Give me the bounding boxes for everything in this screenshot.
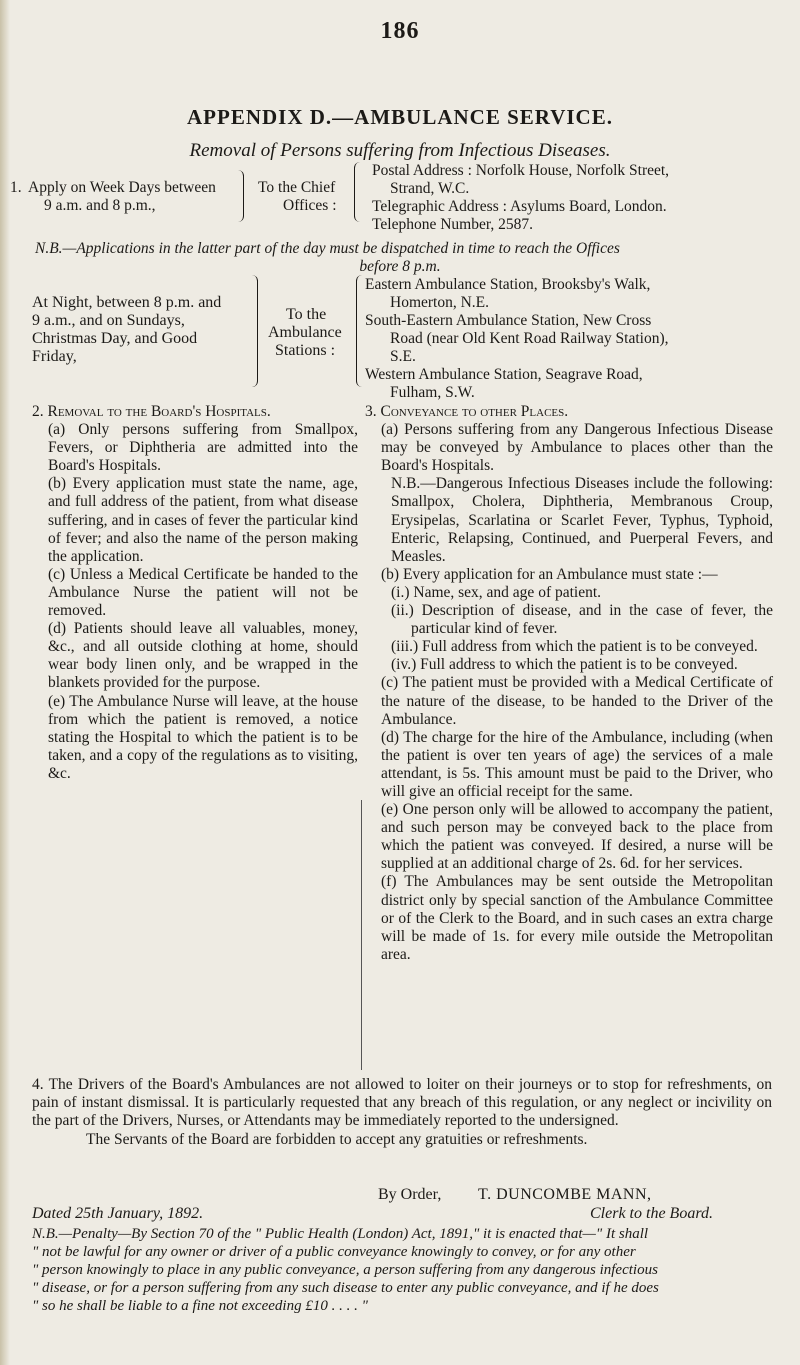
western-station-cont: Fulham, S.W. [390, 384, 475, 401]
section3-item-c: (c) The patient must be provided with a Medical Certificate of the nature of the disease, to be handed to the Driver of the Ambulance. [381, 674, 773, 728]
section3-nb: N.B.—Dangerous Infectious Diseases include the following: Smallpox, Cholera, Diphtheria, Membranous Croup, Erysipelas, Scarlatina or Scarlet Fever, Typhus, Typhoid, Enteric, Relapsing, Continued, and Puerperal Fevers, and Measles. [391, 475, 773, 565]
nb-applications-line1: N.B.—Applications in the latter part of the day must be dispatched in time to reach the Offices [35, 240, 620, 257]
night-to-the: To the [286, 306, 327, 323]
section1-number: 1. [10, 179, 22, 196]
section1-to-chief: To the Chief [258, 179, 336, 196]
section3-item-a: (a) Persons suffering from any Dangerous Infectious Disease may be conveyed by Ambulance to places other than the Board's Hospitals. [381, 421, 773, 475]
section2-item-e: (e) The Ambulance Nurse will leave, at the house from which the patient is removed, a notice stating the Hospital to which the patient is to be taken, and a copy of the regulations as to visiting, &c. [48, 692, 358, 782]
section2-item-d: (d) Patients should leave all valuables, money, &c., and all outside clothing at home, should wear body linen only, and be wrapped in the blankets provided for the purpose. [48, 620, 358, 692]
night-line2: 9 a.m., and on Sundays, [32, 312, 185, 329]
western-station: Western Ambulance Station, Seagrave Road, [365, 366, 643, 383]
section3-item-b: (b) Every application for an Ambulance must state :— [381, 565, 718, 583]
section2-item-a: (a) Only persons suffering from Smallpox, Fevers, or Diphtheria are admitted into the Board's Hospitals. [48, 421, 358, 475]
section4-text: 4. The Drivers of the Board's Ambulances are not allowed to loiter on their journeys or to stop for refreshments, on pain of instant dismissal. It is particularly requested that any breach of this regulation, or any neglect or incivility on the part of the Drivers, Nurses, or Attendants may be immediately reported to the undersigned. [32, 1076, 772, 1130]
south-eastern-station-cont2: S.E. [390, 348, 416, 365]
section3-item-f: (f) The Ambulances may be sent outside the Metropolitan district only by special sanction of the Ambulance Committee or of the Clerk to the Board, and in such cases an extra charge will be made of 1s. for every mile outside the Metropolitan area. [381, 873, 773, 963]
section1-offices: Offices : [283, 197, 337, 214]
brace-right-2 [356, 275, 362, 387]
section2-item-b: (b) Every application must state the name, age, and full address of the patient, from what disease suffering, and in cases of fever the particular kind of fever; and also the name of the person making the application. [48, 475, 358, 565]
brace-right-1 [354, 162, 360, 222]
section3-item-b-i: (i.) Name, sex, and age of patient. [391, 583, 602, 601]
page-number: 186 [380, 18, 420, 44]
night-ambulance: Ambulance [268, 324, 342, 341]
telegraphic-address: Telegraphic Address : Asylums Board, London. [372, 198, 667, 215]
section2-column [32, 403, 358, 783]
brace-left-2 [252, 275, 258, 387]
night-stations: Stations : [275, 342, 336, 359]
eastern-station-cont: Homerton, N.E. [390, 294, 490, 311]
section3-item-b-iii: (iii.) Full address from which the patient is to be conveyed. [391, 638, 758, 656]
south-eastern-station: South-Eastern Ambulance Station, New Cross [365, 312, 652, 329]
penalty-line5: " so he shall be liable to a fine not exceeding £10 . . . . " [32, 1298, 368, 1314]
signatory-name: T. DUNCOMBE MANN, [478, 1186, 652, 1203]
section3-item-d: (d) The charge for the hire of the Ambulance, including (when the patient is over ten years of age) the services of a male attendant, is 5s. This amount must be paid to the Driver, who will give an official receipt for the same. [381, 728, 773, 800]
section3-column [365, 403, 773, 964]
clerk-title: Clerk to the Board. [590, 1205, 713, 1222]
brace-left-1 [238, 170, 244, 222]
telephone-number: Telephone Number, 2587. [372, 216, 534, 233]
night-line1: At Night, between 8 p.m. and [32, 294, 222, 311]
section1-hours-line2: 9 a.m. and 8 p.m., [44, 197, 156, 214]
section2-heading: 2. Removal to the Board's Hospitals. [32, 403, 271, 420]
postal-address: Postal Address : Norfolk House, Norfolk Street, [372, 162, 670, 179]
penalty-line3: " person knowingly to place in any public conveyance, a person suffering from any dangerous infectious [32, 1262, 658, 1278]
night-line3: Christmas Day, and Good [32, 330, 198, 347]
section3-item-b-iv: (iv.) Full address to which the patient is to be conveyed. [391, 656, 738, 674]
appendix-subheading: Removal of Persons suffering from Infectious Diseases. [189, 140, 611, 161]
postal-address-cont: Strand, W.C. [390, 180, 470, 197]
nb-applications-line2: before 8 p.m. [359, 258, 441, 275]
section4-servants: The Servants of the Board are forbidden to accept any gratuities or refreshments. [86, 1130, 588, 1148]
penalty-line1: N.B.—Penalty—By Section 70 of the " Public Health (London) Act, 1891," it is enacted that—" It shall [32, 1226, 649, 1242]
night-line4: Friday, [32, 348, 77, 365]
page-edge-shadow [0, 0, 10, 1365]
south-eastern-station-cont: Road (near Old Kent Road Railway Station), [390, 330, 669, 347]
section3-item-b-ii: (ii.) Description of disease, and in the case of fever, the particular kind of fever. [391, 602, 773, 638]
section3-heading: 3. Conveyance to other Places. [365, 403, 569, 420]
section1-hours-line1: Apply on Week Days between [28, 179, 216, 196]
section2-item-c: (c) Unless a Medical Certificate be handed to the Ambulance Nurse the patient will not be removed. [48, 565, 358, 620]
eastern-station: Eastern Ambulance Station, Brooksby's Walk, [365, 276, 651, 293]
penalty-line2: " not be lawful for any owner or driver of a public conveyance knowingly to convey, or for any other [32, 1244, 636, 1260]
section3-item-e: (e) One person only will be allowed to accompany the patient, and such person may be conveyed back to the place from which the patient was conveyed. If desired, a nurse will be supplied at an additional charge of 2s. 6d. for her services. [381, 801, 773, 873]
column-divider [361, 800, 362, 1070]
penalty-line4: " disease, or for a person suffering from any such disease to enter any public conveyance, and if he does [32, 1280, 659, 1296]
section4-block [32, 1076, 772, 1149]
by-order: By Order, [378, 1186, 442, 1203]
dated-line: Dated 25th January, 1892. [32, 1205, 204, 1222]
appendix-heading: APPENDIX D.—AMBULANCE SERVICE. [187, 105, 613, 129]
